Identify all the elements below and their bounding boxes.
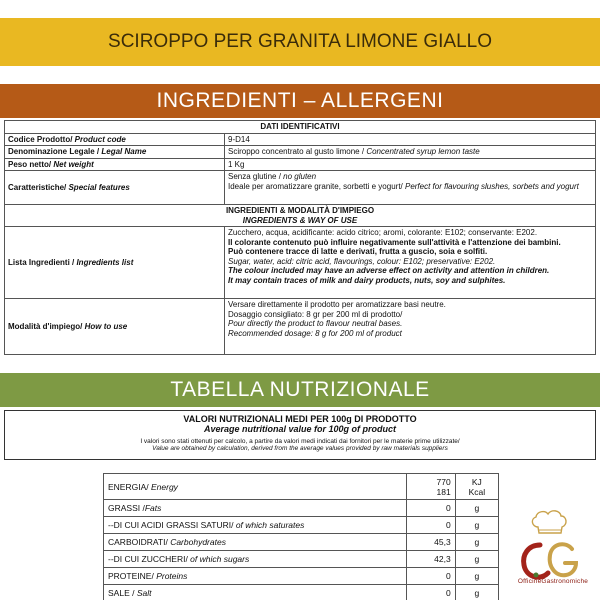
nutrient-label: --DI CUI ACIDI GRASSI SATURI/ of which saturates	[104, 517, 407, 534]
nutrition-section-title: TABELLA NUTRIZIONALE	[170, 378, 430, 401]
nutrient-unit: g	[455, 551, 498, 568]
table-row	[104, 568, 499, 585]
nutrition-heading-en: Average nutritional value for 100g of product	[203, 424, 397, 434]
how-to-use-value: Versare direttamente il prodotto per aromatizzare basi neutre. Dosaggio consigliato: 8 gr per 200 ml di prodotto/ Pour directly the product to flavour neutral bases. Recommended dosage: 8 g for 200 ml of product	[225, 299, 596, 355]
nutrient-label: GRASSI /Fats	[104, 500, 407, 517]
how-to-use-label: Modalità d'impiego/ How to use	[5, 299, 225, 355]
nutrient-value: 0	[407, 585, 456, 600]
nutrient-value: 0	[407, 500, 456, 517]
table-row	[5, 146, 596, 159]
table-row	[104, 517, 499, 534]
nutrient-value: 0	[407, 517, 456, 534]
use-heading: INGREDIENTI & MODALITÀ D'IMPIEGO INGREDIENTS & WAY OF USE	[5, 205, 596, 227]
nutrient-label: --DI CUI ZUCCHERI/ of which sugars	[104, 551, 407, 568]
nutrient-label: SALE / Salt	[104, 585, 407, 600]
nutrient-value: 0	[407, 568, 456, 585]
energy-values: 770 181	[407, 474, 456, 500]
features-value: Senza glutine / no gluten Ideale per aromatizzare granite, sorbetti e yogurt/ Perfect for flavouring slushes, sorbets and yogurt	[225, 171, 596, 205]
nutrient-value: 45,3	[407, 534, 456, 551]
table-row	[5, 121, 596, 134]
nutrient-unit: g	[455, 568, 498, 585]
legal-name-label: Denominazione Legale / Legal Name	[5, 146, 225, 159]
nutrition-section-banner	[0, 373, 600, 407]
ingredients-section-title: INGREDIENTI – ALLERGENI	[156, 89, 444, 112]
product-title-banner	[0, 18, 600, 66]
net-weight-label: Peso netto/ Net weight	[5, 158, 225, 171]
nutrition-note-en: Value are obtained by calculation, derived from the average values provided by raw materials suppliers	[152, 445, 448, 452]
ingredients-table	[4, 120, 596, 355]
nutrient-unit: g	[455, 500, 498, 517]
product-title: SCIROPPO PER GRANITA LIMONE GIALLO	[108, 31, 492, 52]
nutrient-label: CARBOIDRATI/ Carbohydrates	[104, 534, 407, 551]
nutrient-unit: g	[455, 517, 498, 534]
table-row	[104, 534, 499, 551]
energy-label: ENERGIA/ Energy	[104, 474, 407, 500]
nutrition-header-box	[4, 410, 596, 460]
nutrient-value: 42,3	[407, 551, 456, 568]
table-row	[104, 585, 499, 600]
nutrition-table	[103, 473, 499, 600]
net-weight-value: 1 Kg	[225, 158, 596, 171]
nutrition-note-it: I valori sono stati ottenuti per calcolo, a partire da valori medi indicati dai fornitori per le materie prime utilizzate/	[140, 438, 460, 445]
nutrient-unit: g	[455, 534, 498, 551]
ingredients-list-label: Lista Ingredienti / Ingredients list	[5, 227, 225, 299]
id-heading: DATI IDENTIFICATIVI	[5, 121, 596, 134]
table-row	[5, 227, 596, 299]
nutrient-label: PROTEINE/ Proteins	[104, 568, 407, 585]
table-row	[104, 474, 499, 500]
ingredients-section-banner	[0, 84, 600, 118]
product-code-label: Codice Prodotto/ Product code	[5, 133, 225, 146]
table-row	[5, 205, 596, 227]
nutrient-unit: g	[455, 585, 498, 600]
table-row	[5, 299, 596, 355]
legal-name-value: Sciroppo concentrato al gusto limone / Concentrated syrup lemon taste	[225, 146, 596, 159]
features-label: Caratteristiche/ Special features	[5, 171, 225, 205]
nutrition-heading: VALORI NUTRIZIONALI MEDI PER 100g DI PRODOTTO	[183, 414, 417, 424]
table-row	[5, 133, 596, 146]
ingredients-list-value: Zucchero, acqua, acidificante: acido citrico; aromi, colorante: E102; conservante: E202. Il colorante contenuto può influire negativamente sull'attività e l'attenzione dei bambini. Può contenere tracce di latte e derivati, frutta a guscio, soia e solfiti. Sugar, water, acid: citric acid, flavourings, colour: E102; preservative: E202. The colour included may have an adverse effect on activity and attention in children. It may contain traces of milk and dairy products, nuts, soy and sulphites.	[225, 227, 596, 299]
table-row	[104, 551, 499, 568]
product-code-value: 9-D14	[225, 133, 596, 146]
energy-units: KJ Kcal	[455, 474, 498, 500]
logo-caption: OfficineGastronomiche	[517, 578, 589, 585]
table-row	[5, 158, 596, 171]
table-row	[5, 171, 596, 205]
table-row	[104, 500, 499, 517]
